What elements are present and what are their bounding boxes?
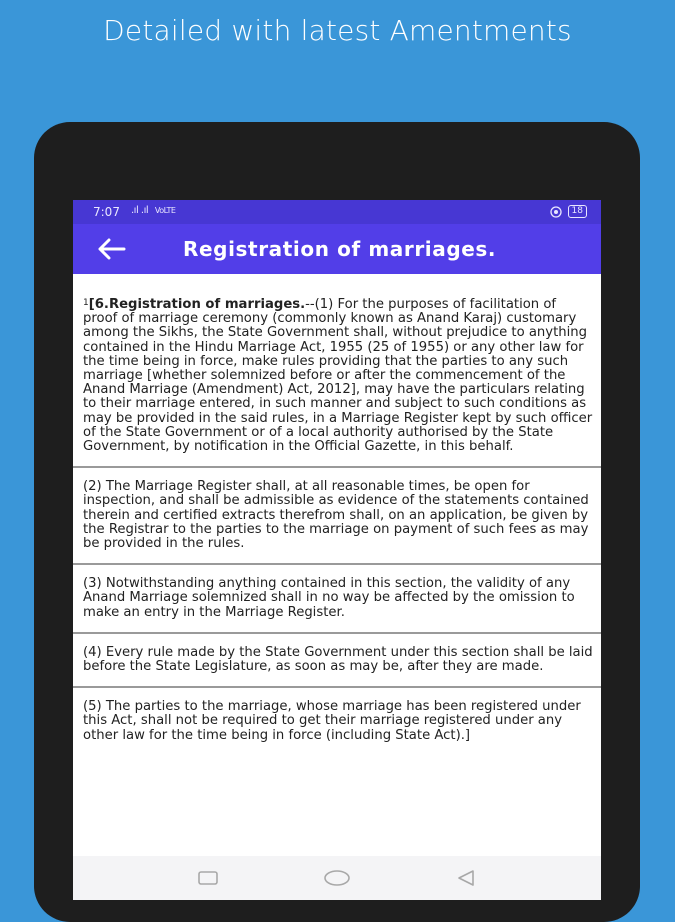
system-nav-bar	[73, 856, 601, 900]
section-4	[73, 634, 601, 688]
recents-icon	[197, 870, 219, 886]
section-2-text: (2) The Marriage Register shall, at all reasonable times, be open for inspection, and shall be admissible as evidence of the statements contained therein and certified extracts therefrom shall, on an application, be given by the Registrar to the parties to the marriage on payment of such fees as may be provided in the rules.	[83, 479, 589, 552]
status-bar	[73, 200, 601, 224]
section-2	[73, 468, 601, 565]
hotspot-icon	[550, 206, 562, 218]
back-button[interactable]	[93, 234, 129, 264]
page-title: Registration of marriages.	[183, 237, 497, 261]
network-label: VoLTE	[154, 206, 176, 215]
back-triangle-icon	[455, 869, 477, 887]
act-content[interactable]	[73, 274, 601, 856]
recents-button[interactable]	[197, 870, 219, 886]
promo-title: Detailed with latest Amentments	[103, 14, 572, 47]
back-nav-button[interactable]	[455, 869, 477, 887]
section-3-text: (3) Notwithstanding anything contained in this section, the validity of any Anand Marriage solemnized shall in no way be affected by the omission to make an entry in the Marriage Register.	[83, 576, 575, 620]
signal-bars: .ıl .ıl	[131, 205, 149, 216]
signal-icon	[131, 205, 175, 216]
home-icon	[323, 869, 351, 887]
section-1	[73, 274, 601, 468]
section-heading: [6.Registration of marriages.	[88, 297, 306, 312]
phone-screen	[73, 200, 601, 900]
section-5-text: (5) The parties to the marriage, whose marriage has been registered under this Act, shall not be required to get their marriage registered under any other law for the time being in force (including State Act).]	[83, 699, 581, 743]
section-1-text	[83, 298, 593, 454]
battery-icon: 18	[568, 205, 587, 218]
section-5	[73, 688, 601, 743]
arrow-left-icon	[96, 237, 126, 261]
status-right	[550, 205, 587, 218]
status-time: 7:07	[93, 205, 120, 219]
section-3	[73, 565, 601, 634]
section-4-text: (4) Every rule made by the State Government under this section shall be laid before the State Legislature, as soon as may be, after they are made.	[83, 644, 593, 675]
section-1-body: --(1) For the purposes of facilitation of proof of marriage ceremony (commonly known as Anand Karaj) customary among the Sikhs, the State Government shall, without prejudice to anything contained in the Hindu Marriage Act, 1955 (25 of 1955) or any other law for the time being in force, make rules providing that the parties to any such marriage [whether solemnized before or after the commencement of the Anand Marriage (Amendment) Act, 2012], may have the particulars relating to their marriage entered, in such manner and subject to such conditions as may be provided in the said rules, in a Marriage Register kept by such officer of the State Government or of a local authority authorised by the State Government, by notification in the Official Gazette, in this behalf.	[83, 297, 593, 455]
app-bar	[73, 224, 601, 274]
home-button[interactable]	[323, 869, 351, 887]
footnote-marker: 1	[83, 298, 89, 308]
